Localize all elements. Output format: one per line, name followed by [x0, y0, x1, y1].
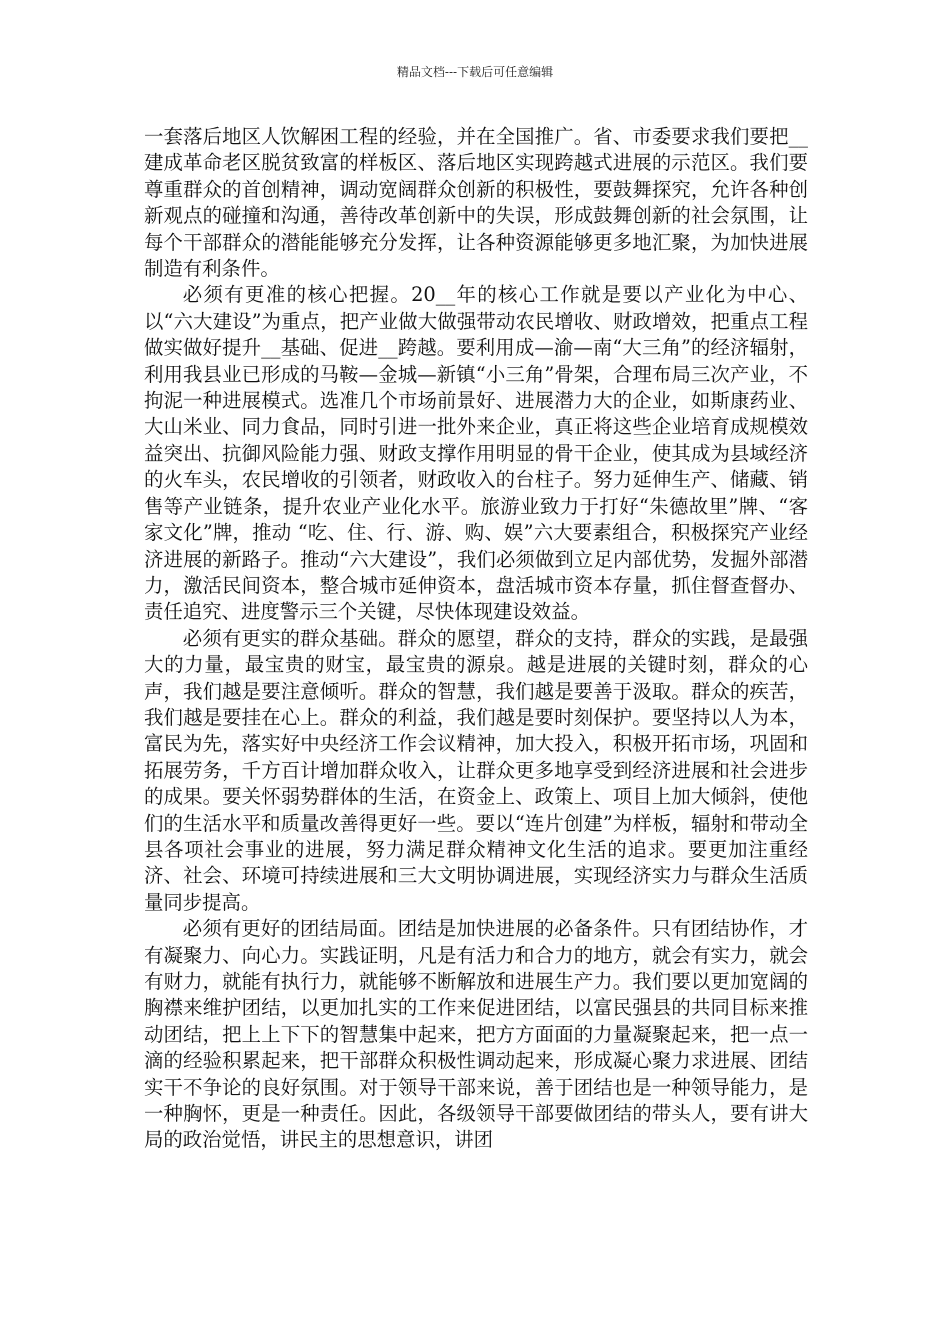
paragraph-2: 必须有更准的核心把握。20__年的核心工作就是要以产业化为中心、以“六大建设”为重点，把产业做大做强带动农民增收、财政增效，把重点工程做实做好提升__基础、促进__跨越。要利用成—渝—南“大三角”的经济辐射，利用我县业已形成的马鞍—金城—新镇“小三角”骨架，合理布局三次产业，不拘泥一种进展模式。选准几个市场前景好、进展潜力大的企业，如斯康药业、大山米业、同力食品，同时引进一批外来企业，真正将这些企业培育成规模效益突出、抗御风险能力强、财政支撑作用明显的骨干企业，使其成为县域经济的火车头，农民增收的引领者，财政收入的台柱子。努力延伸生产、储藏、销售等产业链条，提升农业产业化水平。旅游业致力于打好“朱德故里”牌、“客家文化”牌，推动 “吃、住、行、游、购、娱”六大要素组合，积极探究产业经济进展的新路子。推动“六大建设”，我们必须做到立足内部优势，发掘外部潜力，激活民间资本，整合城市延伸资本，盘活城市资本存量，抓住督查督办、责任追究、进度警示三个关键，尽快体现建设效益。: [144, 283, 808, 624]
page-header: 精品文档---下载后可任意编辑: [396, 65, 554, 79]
paragraph-1: 一套落后地区人饮解困工程的经验，并在全国推广。省、市委要求我们要把__建成革命老区脱贫致富的样板区、落后地区实现跨越式进展的示范区。我们要尊重群众的首创精神，调动宽阔群众创新的积极性，要鼓舞探究，允许各种创新观点的碰撞和沟通，善待改革创新中的失误，形成鼓舞创新的社会氛围，让每个干部群众的潜能能够充分发挥，让各种资源能够更多地汇聚，为加快进展制造有利条件。: [144, 125, 808, 281]
document-body: [144, 124, 808, 1154]
paragraph-3: 必须有更实的群众基础。群众的愿望，群众的支持，群众的实践，是最强大的力量，最宝贵的财宝，最宝贵的源泉。越是进展的关键时刻，群众的心声，我们越是要注意倾听。群众的智慧，我们越是要善于汲取。群众的疾苦，我们越是要挂在心上。群众的利益，我们越是要时刻保护。要坚持以人为本，富民为先，落实好中央经济工作会议精神，加大投入，积极开拓市场，巩固和拓展劳务，千方百计增加群众收入，让群众更多地享受到经济进展和社会进步的成果。要关怀弱势群体的生活，在资金上、政策上、项目上加大倾斜，使他们的生活水平和质量改善得更好一些。要以“连片创建”为样板，辐射和带动全县各项社会事业的进展，努力满足群众精神文化生活的追求。要更加注重经济、社会、环境可持续进展和三大文明协调进展，实现经济实力与群众生活质量同步提高。: [144, 626, 808, 914]
paragraph-4: 必须有更好的团结局面。团结是加快进展的必备条件。只有团结协作，才有凝聚力、向心力。实践证明，凡是有活力和合力的地方，就会有实力，就会有财力，就能有执行力，就能够不断解放和进展生产力。我们要以更加宽阔的胸襟来维护团结，以更加扎实的工作来促进团结，以富民强县的共同目标来推动团结，把上上下下的智慧集中起来，把方方面面的力量凝聚起来，把一点一滴的经验积累起来，把干部群众积极性调动起来，形成凝心聚力求进展、团结实干不争论的良好氛围。对于领导干部来说，善于团结也是一种领导能力，是一种胸怀，更是一种责任。因此，各级领导干部要做团结的带头人，要有讲大局的政治觉悟，讲民主的思想意识，讲团: [144, 917, 808, 1152]
